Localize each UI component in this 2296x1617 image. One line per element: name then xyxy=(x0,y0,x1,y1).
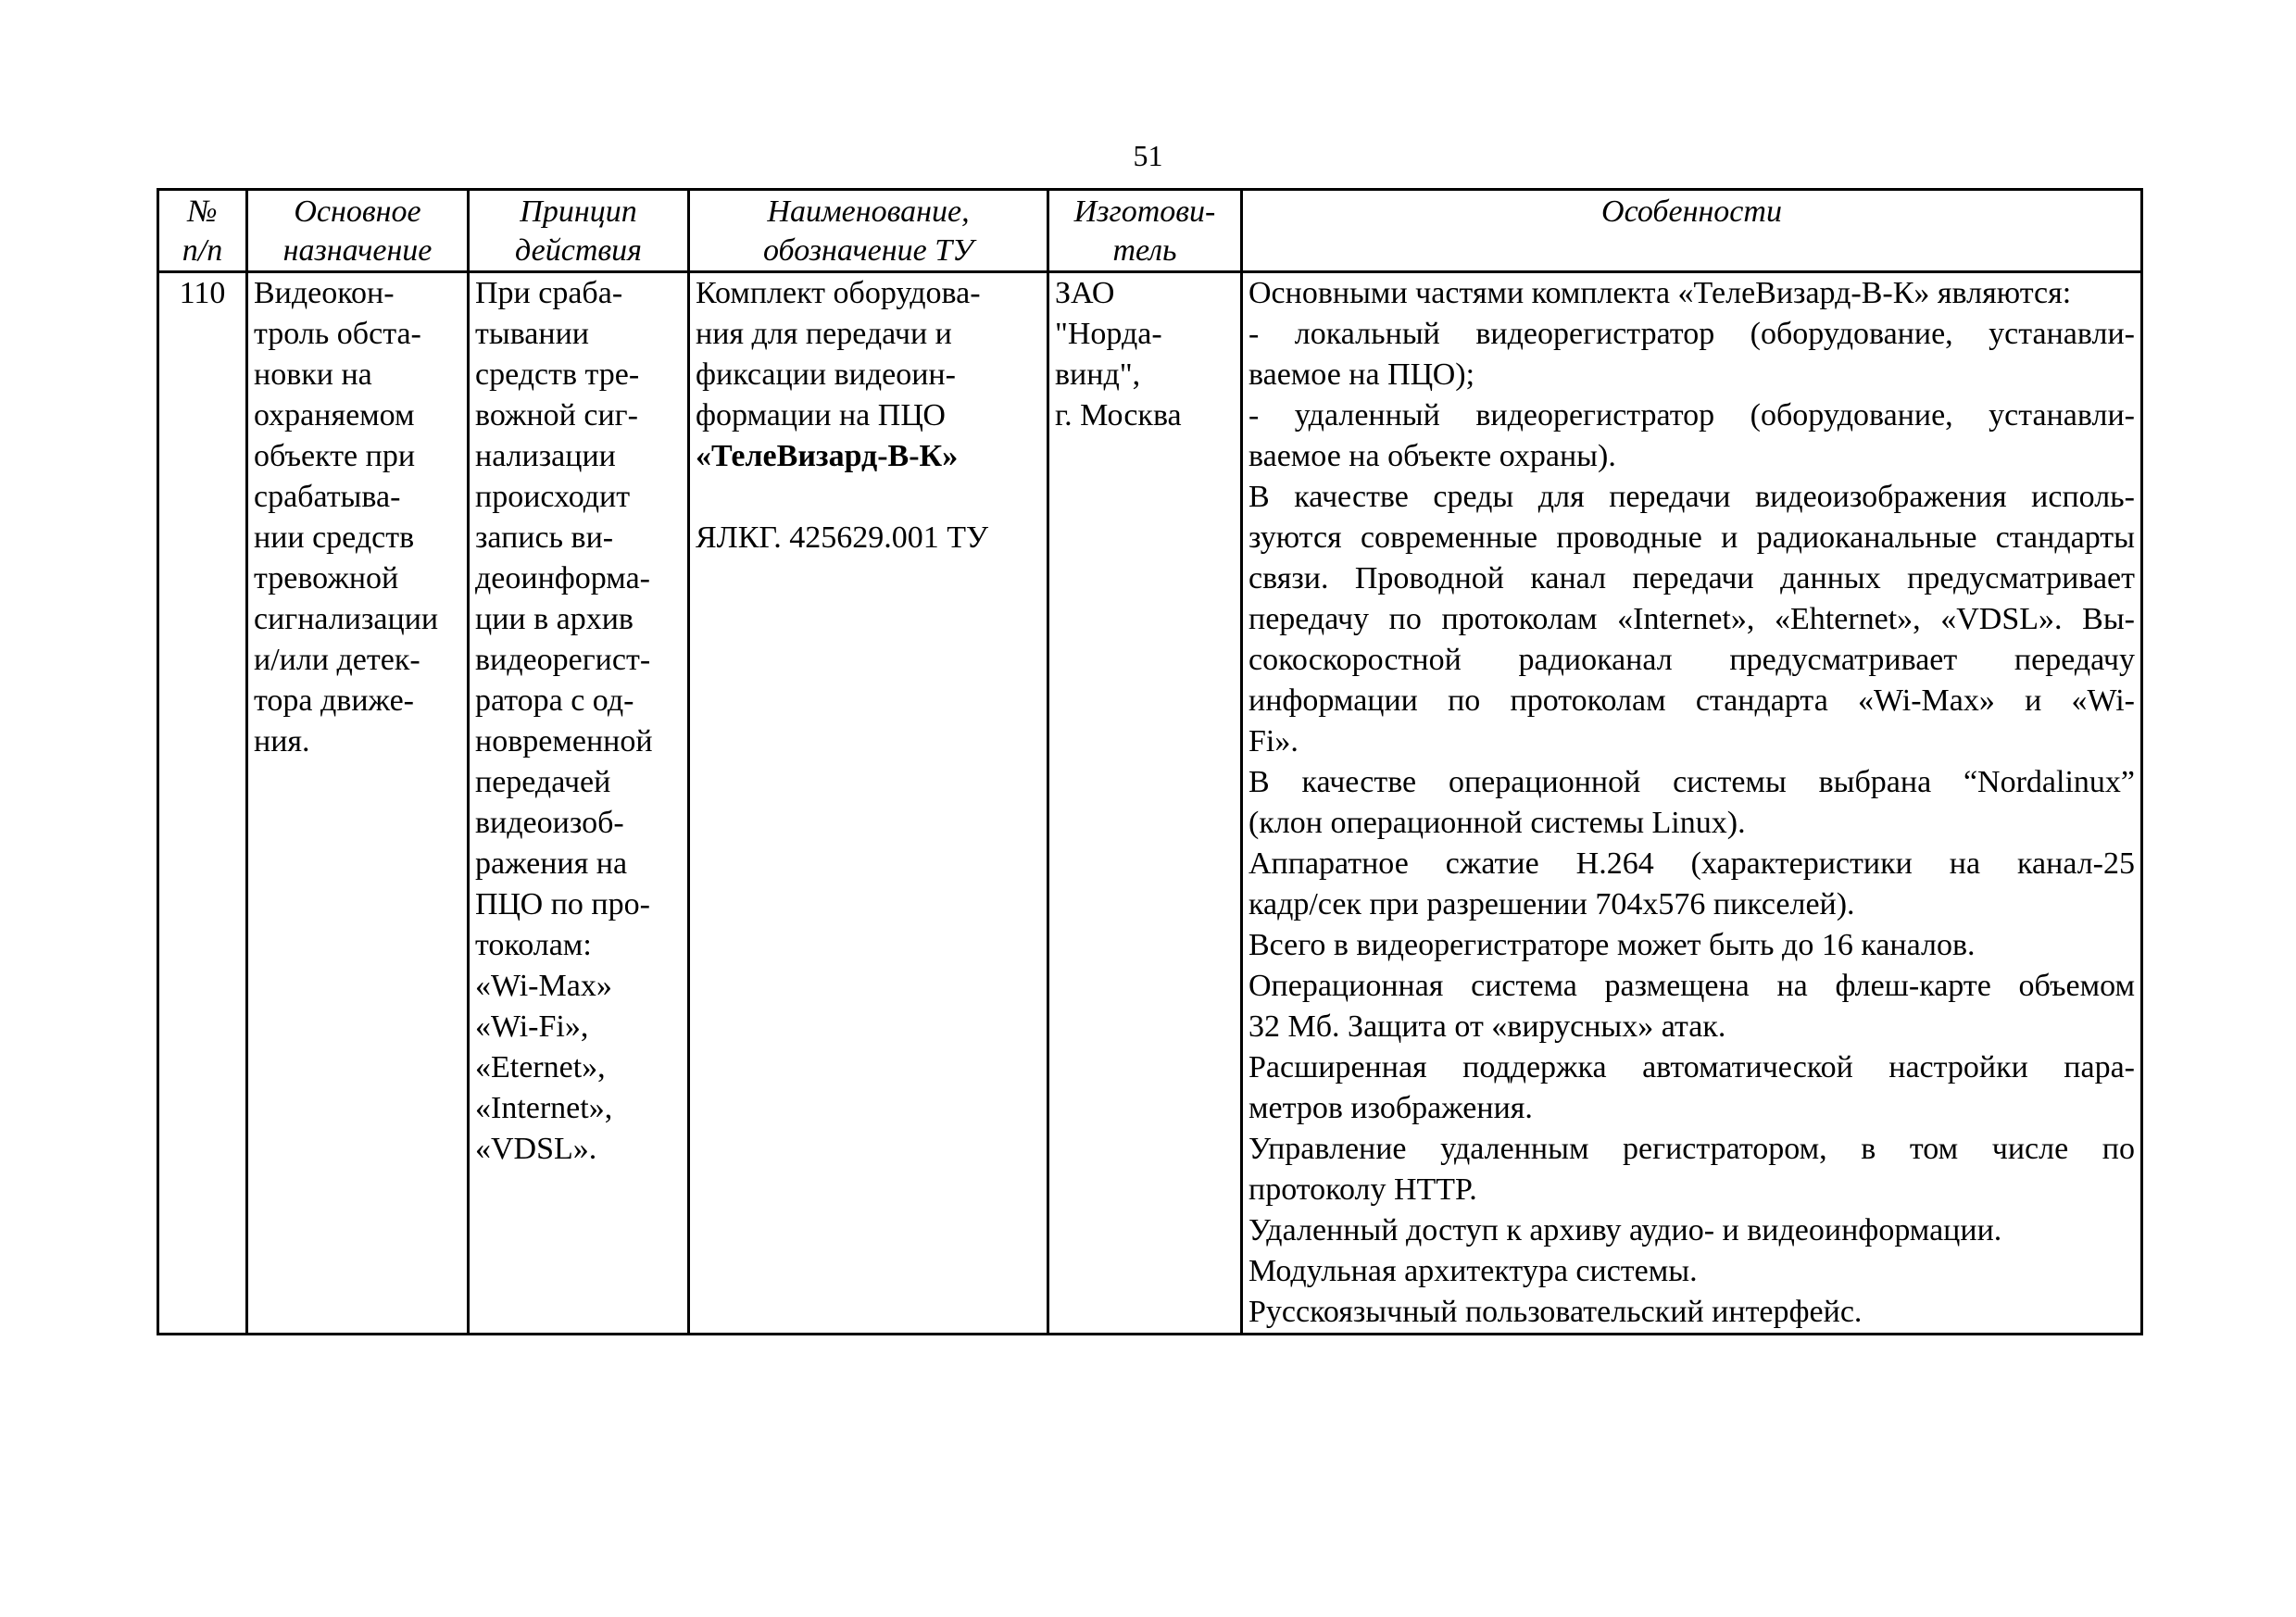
header-line: Основное xyxy=(294,194,421,229)
feature-line: Модульная архитектура системы. xyxy=(1248,1254,1698,1288)
principle-line: запись ви- xyxy=(475,520,614,555)
principle-line: новременной xyxy=(475,724,653,758)
purpose-line: ния. xyxy=(254,724,310,758)
principle-line: ПЦО по про- xyxy=(475,887,650,921)
principle-line: ражения на xyxy=(475,846,628,881)
header-features xyxy=(1242,190,2142,272)
principle-line: вожной сиг- xyxy=(475,398,638,432)
feature-line: кадр/сек при разрешении 704x576 пикселей). xyxy=(1248,887,1855,921)
purpose-line: срабатыва- xyxy=(254,480,401,514)
principle-line: средств тре- xyxy=(475,357,640,392)
cell-features xyxy=(1242,272,2142,1335)
feature-line: (клон операционной системы Linux). xyxy=(1248,806,1746,840)
purpose-line: и/или детек- xyxy=(254,643,420,677)
header-line: назначение xyxy=(282,233,433,268)
feature-line: протоколу HTTP. xyxy=(1248,1172,1477,1207)
header-name xyxy=(689,190,1048,272)
cell-principle xyxy=(469,272,689,1335)
feature-line: Расширенная поддержка автоматической настройки пара- xyxy=(1248,1050,2135,1084)
purpose-line: троль обста- xyxy=(254,317,421,351)
principle-line: происходит xyxy=(475,480,631,514)
feature-line: Управление удаленным регистратором, в том числе по xyxy=(1248,1132,2135,1166)
purpose-line: тревожной xyxy=(254,561,399,595)
name-line: фиксации видеоин- xyxy=(696,357,956,392)
purpose-line: нии средств xyxy=(254,520,415,555)
cell-maker xyxy=(1048,272,1242,1335)
principle-line: видеорегист- xyxy=(475,643,651,677)
purpose-line: сигнализации xyxy=(254,602,439,636)
principle-line: деоинформа- xyxy=(475,561,650,595)
principle-line: токолам: xyxy=(475,928,592,962)
feature-line: - удаленный видеорегистратор (оборудование, устанавли- xyxy=(1248,398,2135,432)
header-line: действия xyxy=(515,233,642,268)
maker-line: "Норда- xyxy=(1055,317,1162,351)
feature-line: 32 Мб. Защита от «вирусных» атак. xyxy=(1248,1009,1726,1044)
principle-line: «Wi-Max» xyxy=(475,969,612,1003)
header-line: Наименование, xyxy=(767,194,970,229)
feature-line: В качестве операционной системы выбрана “Nordalinux” xyxy=(1248,765,2135,799)
feature-line: ваемое на ПЦО); xyxy=(1248,357,1475,392)
purpose-line: объекте при xyxy=(254,439,416,473)
feature-line: Операционная система размещена на флеш-карте объемом xyxy=(1248,969,2135,1003)
page-number: 51 xyxy=(1133,139,1163,172)
cell-num xyxy=(158,272,247,1335)
table-header-row xyxy=(158,190,2142,272)
principle-line: «Wi-Fi», xyxy=(475,1009,589,1044)
header-principle xyxy=(469,190,689,272)
principle-line: «Eternet», xyxy=(475,1050,606,1084)
feature-line: передачу по протоколам «Internet», «Ehternet», «VDSL». Вы- xyxy=(1248,602,2135,636)
principle-line: При сраба- xyxy=(475,276,623,310)
maker-line: винд", xyxy=(1055,357,1141,392)
table-row xyxy=(158,272,2142,1335)
feature-line: ваемое на объекте охраны). xyxy=(1248,439,1616,473)
principle-line: «Internet», xyxy=(475,1091,613,1125)
principle-line: тывании xyxy=(475,317,589,351)
header-purpose xyxy=(247,190,469,272)
principle-line: передачей xyxy=(475,765,611,799)
feature-line: Аппаратное сжатие H.264 (характеристики на канал-25 xyxy=(1248,846,2135,881)
header-line: Принцип xyxy=(520,194,637,229)
principle-line: ратора с од- xyxy=(475,683,634,718)
equipment-table xyxy=(157,188,2143,1335)
row-number: 110 xyxy=(179,276,226,310)
feature-line: зуются современные проводные и радиоканальные стандарты xyxy=(1248,520,2135,555)
name-line: Комплект оборудова- xyxy=(696,276,981,310)
maker-line: г. Москва xyxy=(1055,398,1182,432)
maker-line: ЗАО xyxy=(1055,276,1115,310)
feature-line: Основными частями комплекта «ТелеВизард-В-К» являются: xyxy=(1248,276,2072,310)
header-num xyxy=(158,190,247,272)
feature-line: - локальный видеорегистратор (оборудование, устанавли- xyxy=(1248,317,2135,351)
name-line: ния для передачи и xyxy=(696,317,952,351)
principle-line: видеоизоб- xyxy=(475,806,624,840)
feature-line: Всего в видеорегистраторе может быть до 16 каналов. xyxy=(1248,928,1976,962)
header-line: № xyxy=(187,194,218,229)
header-line: Особенности xyxy=(1601,194,1782,229)
principle-line: «VDSL». xyxy=(475,1132,597,1166)
cell-purpose xyxy=(247,272,469,1335)
feature-line: В качестве среды для передачи видеоизображения исполь- xyxy=(1248,480,2135,514)
feature-line: Fi». xyxy=(1248,724,1299,758)
feature-line: сокоскоростной радиоканал предусматривает передачу xyxy=(1248,643,2135,677)
feature-line: Русскоязычный пользовательский интерфейс. xyxy=(1248,1295,1863,1329)
product-name: «ТелеВизард-В-К» xyxy=(696,439,959,473)
header-line: п/п xyxy=(182,233,223,268)
feature-line: информации по протоколам стандарта «Wi-Max» и «Wi- xyxy=(1248,683,2135,718)
purpose-line: охраняемом xyxy=(254,398,415,432)
header-maker xyxy=(1048,190,1242,272)
cell-name xyxy=(689,272,1048,1335)
principle-line: ции в архив xyxy=(475,602,634,636)
purpose-line: тора движе- xyxy=(254,683,415,718)
principle-line: нализации xyxy=(475,439,616,473)
name-line: формации на ПЦО xyxy=(696,398,946,432)
feature-line: связи. Проводной канал передачи данных предусматривает xyxy=(1248,561,2135,595)
header-line: Изготови- xyxy=(1073,194,1216,229)
feature-line: Удаленный доступ к архиву аудио- и видеоинформации. xyxy=(1248,1213,2002,1247)
header-line: тель xyxy=(1112,233,1177,268)
feature-line: метров изображения. xyxy=(1248,1091,1533,1125)
purpose-line: новки на xyxy=(254,357,372,392)
tu-designation: ЯЛКГ. 425629.001 ТУ xyxy=(696,520,989,555)
purpose-line: Видеокон- xyxy=(254,276,395,310)
header-line: обозначение ТУ xyxy=(763,233,973,268)
